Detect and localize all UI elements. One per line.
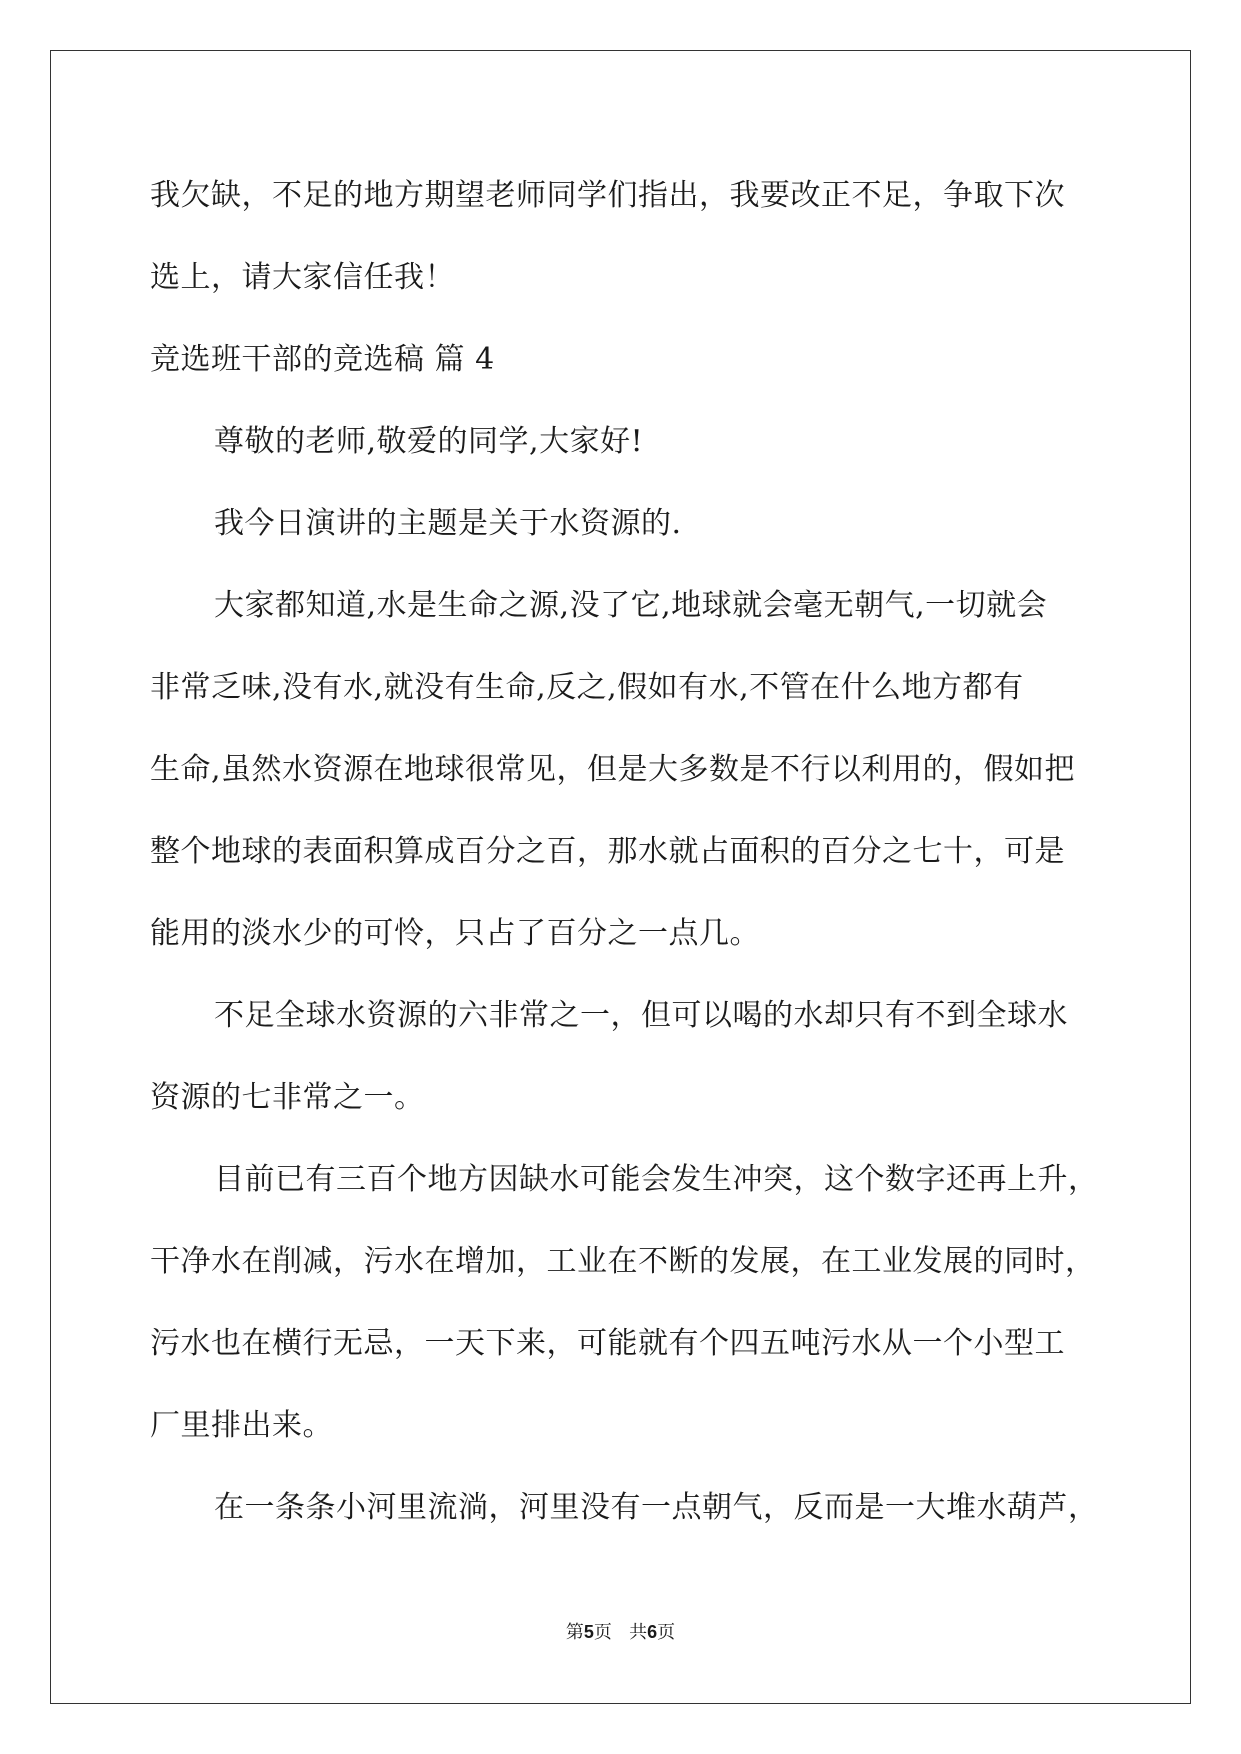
text-line-17: 在一条条小河里流淌，河里没有一点朝气，反而是一大堆水葫芦， xyxy=(214,1490,1099,1525)
greeting-line: 尊敬的老师,敬爱的同学,大家好! xyxy=(214,424,644,459)
page-footer xyxy=(0,1620,1241,1645)
text-line-2: 选上，请大家信任我！ xyxy=(150,260,455,295)
text-line-15: 污水也在横行无忌，一天下来，可能就有个四五吨污水从一个小型工 xyxy=(150,1326,1065,1361)
text-line-14: 干净水在削减，污水在增加，工业在不断的发展，在工业发展的同时， xyxy=(150,1244,1096,1279)
text-line-10: 能用的淡水少的可怜，只占了百分之一点几。 xyxy=(150,916,760,951)
text-line-6: 大家都知道,水是生命之源,没了它,地球就会毫无朝气,一切就会 xyxy=(214,588,1048,623)
footer-total-suffix: 页 xyxy=(657,1622,676,1643)
document-body xyxy=(150,155,1099,1549)
section-heading: 竞选班干部的竞选稿 篇 4 xyxy=(150,342,495,377)
text-line-12: 资源的七非常之一。 xyxy=(150,1080,425,1115)
text-line-8: 生命,虽然水资源在地球很常见，但是大多数是不行以利用的，假如把 xyxy=(150,752,1076,787)
text-line-7: 非常乏味,没有水,就没有生命,反之,假如有水,不管在什么地方都有 xyxy=(150,670,1024,705)
total-pages: 6 xyxy=(647,1622,658,1642)
footer-total-prefix: 共 xyxy=(629,1622,648,1643)
text-line-13: 目前已有三百个地方因缺水可能会发生冲突，这个数字还再上升， xyxy=(214,1162,1099,1197)
footer-prefix: 第 xyxy=(565,1622,584,1643)
footer-page-suffix: 页 xyxy=(593,1622,612,1643)
text-line-11: 不足全球水资源的六非常之一，但可以喝的水却只有不到全球水 xyxy=(214,998,1068,1033)
text-line-5: 我今日演讲的主题是关于水资源的. xyxy=(214,506,682,541)
page-number: 5 xyxy=(583,1622,594,1642)
text-line-1: 我欠缺，不足的地方期望老师同学们指出，我要改正不足，争取下次 xyxy=(150,178,1065,213)
text-line-16: 厂里排出来。 xyxy=(150,1408,333,1443)
text-line-9: 整个地球的表面积算成百分之百，那水就占面积的百分之七十，可是 xyxy=(150,834,1065,869)
